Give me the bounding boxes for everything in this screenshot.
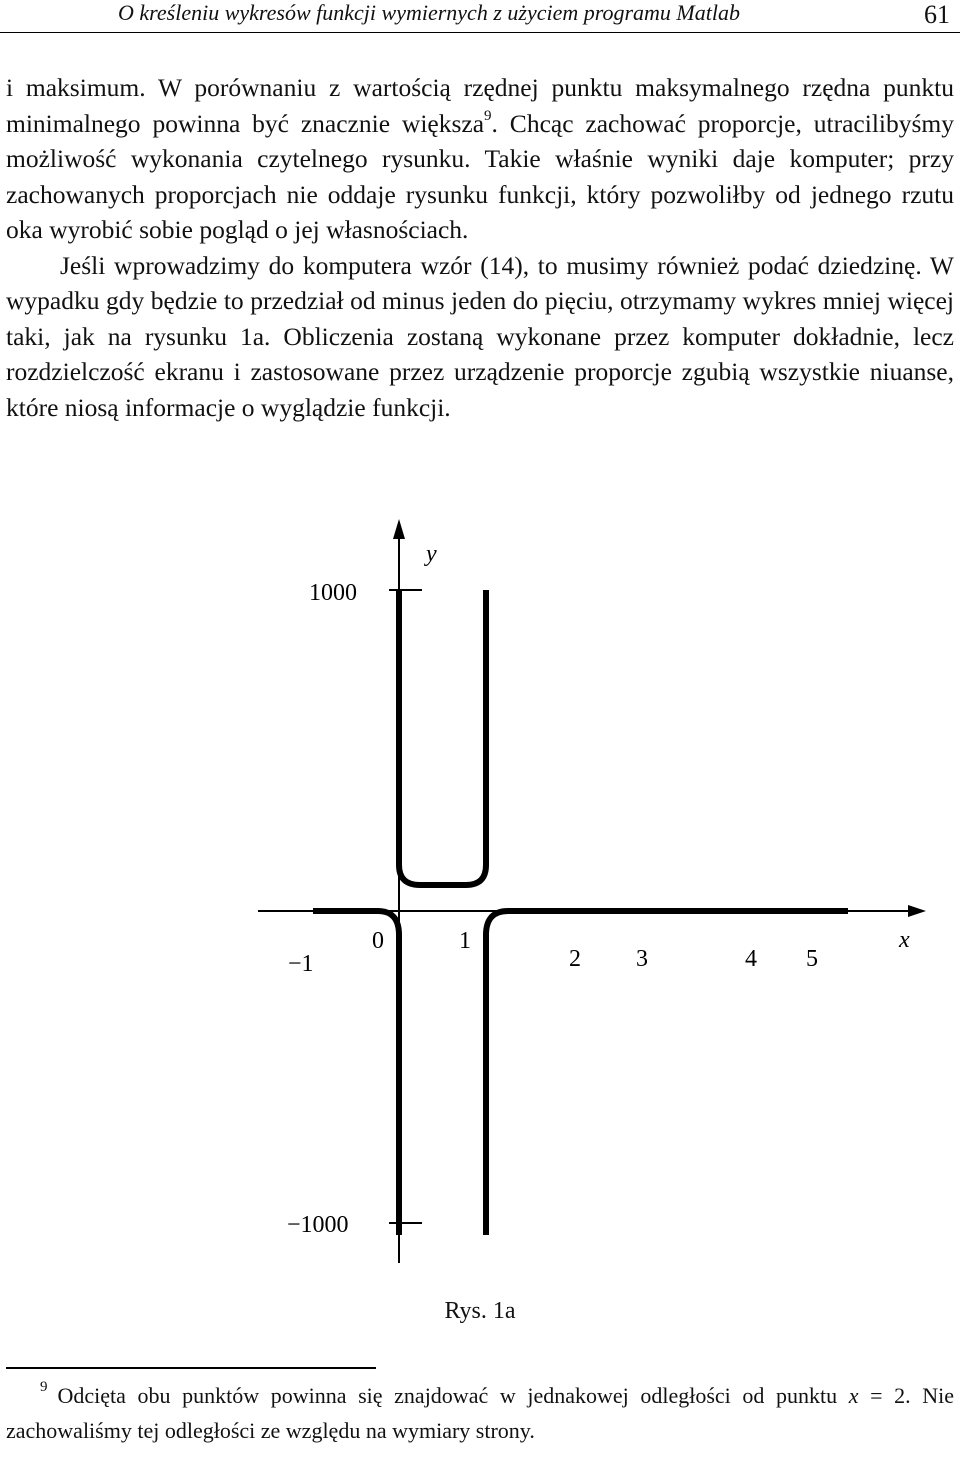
- footnote-text-b: = 2. Nie zachowaliśmy tej odległości ze względu na wymiary strony.: [6, 1383, 954, 1443]
- footnote-text-a: Odcięta obu punktów powinna się znajdować w jednakowej odległości od punktu: [57, 1383, 849, 1408]
- footnote: [6, 1380, 954, 1446]
- x-tick-1: 1: [459, 928, 471, 954]
- curve-right-branch: [486, 911, 848, 1235]
- curve-middle-branch: [399, 590, 486, 885]
- y-axis-label: y: [426, 541, 437, 567]
- footnote-ref[interactable]: 9: [484, 108, 492, 124]
- footnote-number: 9: [40, 1379, 48, 1395]
- graph-svg: [0, 505, 960, 1265]
- y-axis-arrow-icon: [393, 519, 405, 539]
- running-header: [0, 0, 960, 34]
- x-tick-5: 5: [806, 946, 818, 972]
- y-tick-minus1000: −1000: [287, 1212, 349, 1238]
- footnote-rule: [6, 1367, 376, 1369]
- page-number: 61: [924, 0, 950, 29]
- paragraph-1-part-a: i maksimum. W porównaniu z wartością rzędnej punktu maksymalnego rzędna punktu minimalnego powinna być znacznie większa: [6, 73, 954, 138]
- body-text: [6, 70, 954, 425]
- x-tick-minus1: −1: [288, 951, 314, 977]
- x-tick-2: 2: [569, 946, 581, 972]
- running-title: O kreśleniu wykresów funkcji wymiernych z użyciem programu Matlab: [118, 0, 740, 25]
- figure-1a: [0, 505, 960, 1265]
- paragraph-2: Jeśli wprowadzimy do komputera wzór (14), to musimy również podać dziedzinę. W wypadku gdy będzie to przedział od minus jeden do pięciu, otrzymamy wykres mniej więcej taki, jak na rysunku 1a. Obliczenia zostaną wykonane przez komputer dokładnie, lecz rozdzielczość ekranu i zastosowane przez urządzenie proporcje zgubią wszystkie niuanse, które niosą informacje o wyglądzie funkcji.: [6, 250, 954, 422]
- x-axis-label: x: [899, 927, 910, 953]
- header-rule: [0, 32, 960, 33]
- x-tick-4: 4: [745, 946, 757, 972]
- paragraph-1: [6, 70, 954, 248]
- figure-caption: Rys. 1a: [444, 1298, 516, 1324]
- footnote-variable: x: [848, 1383, 859, 1408]
- x-tick-0: 0: [372, 928, 384, 954]
- paragraph-1-part-b: . Chcąc zachować proporcje, utracilibyśmy możliwość wykonania czytelnego rysunku. Takie właśnie wyniki daje komputer; przy zachowanych proporcjach nie oddaje rysunku funkcji, który pozwoliłby od jednego rzutu oka wyrobić sobie pogląd o jej własnościach.: [6, 108, 954, 244]
- y-tick-1000: 1000: [309, 580, 357, 606]
- curve-left-branch: [313, 911, 399, 1235]
- x-tick-3: 3: [636, 946, 648, 972]
- x-axis-arrow-icon: [908, 905, 926, 917]
